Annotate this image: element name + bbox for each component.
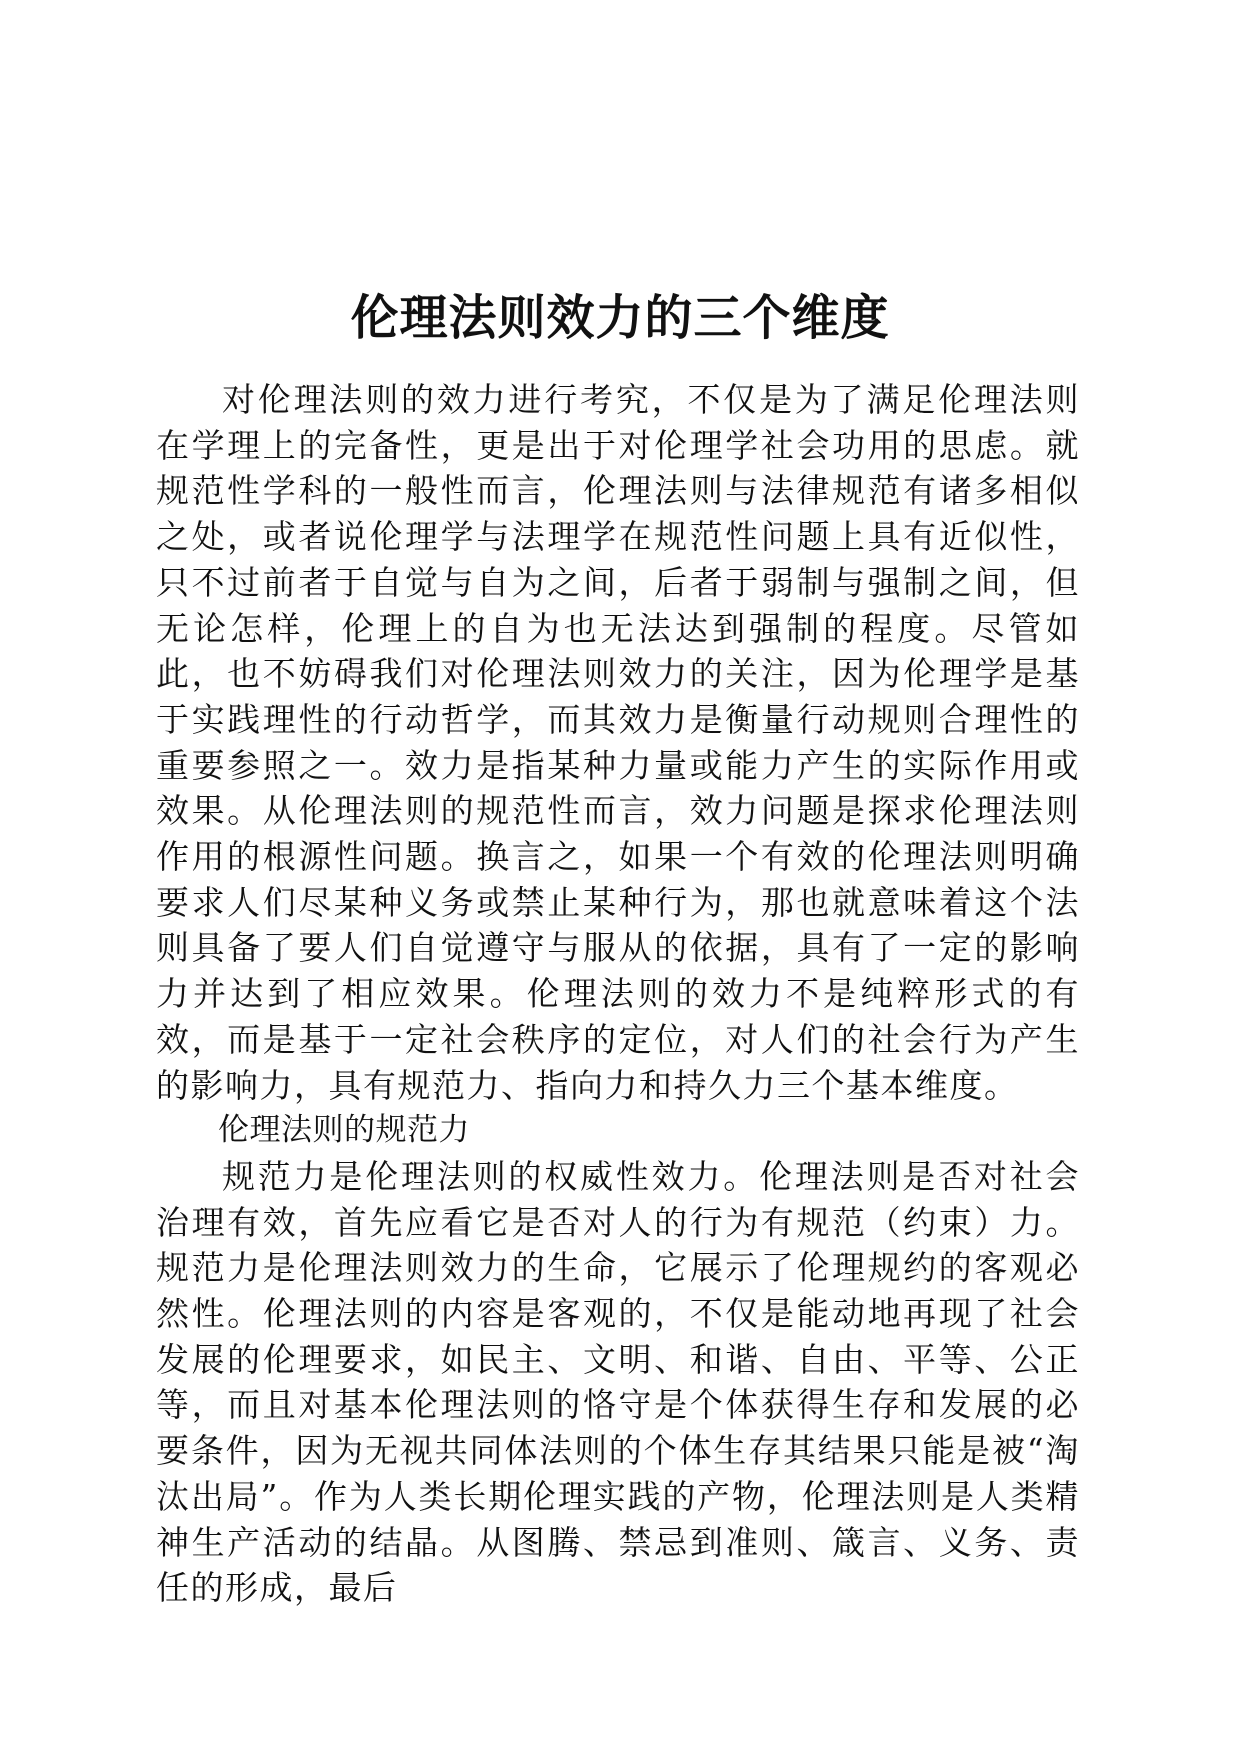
section-paragraph: 规范力是伦理法则的权威性效力。伦理法则是否对社会治理有效，首先应看它是否对人的行为有规范（约束）力。规范力是伦理法则效力的生命，它展示了伦理规约的客观必然性。伦理法则的内容是客观的，不仅是能动地再现了社会发展的伦理要求，如民主、文明、和谐、自由、平等、公正等，而且对基本伦理法则的恪守是个体获得生存和发展的必要条件，因为无视共同体法则的个体生存其结果只能是被“淘汰出局”。作为人类长期伦理实践的产物，伦理法则是人类精神生产活动的结晶。从图腾、禁忌到准则、箴言、义务、责任的形成，最后 bbox=[156, 1156, 1080, 1608]
document-body bbox=[156, 377, 1080, 1611]
page-title: 伦理法则效力的三个维度 bbox=[350, 290, 890, 347]
section-heading: 伦理法则的规范力 bbox=[218, 1112, 470, 1149]
intro-paragraph: 对伦理法则的效力进行考究，不仅是为了满足伦理法则在学理上的完备性，更是出于对伦理学社会功用的思虑。就规范性学科的一般性而言，伦理法则与法律规范有诸多相似之处，或者说伦理学与法理学在规范性问题上具有近似性，只不过前者于自觉与自为之间，后者于弱制与强制之间，但无论怎样，伦理上的自为也无法达到强制的程度。尽管如此，也不妨碍我们对伦理法则效力的关注，因为伦理学是基于实践理性的行动哲学，而其效力是衡量行动规则合理性的重要参照之一。效力是指某种力量或能力产生的实际作用或效果。从伦理法则的规范性而言，效力问题是探求伦理法则作用的根源性问题。换言之，如果一个有效的伦理法则明确要求人们尽某种义务或禁止某种行为，那也就意味着这个法则具备了要人们自觉遵守与服从的依据，具有了一定的影响力并达到了相应效果。伦理法则的效力不是纯粹形式的有效，而是基于一定社会秩序的定位，对人们的社会行为产生的影响力，具有规范力、指向力和持久力三个基本维度。 bbox=[156, 380, 1080, 1105]
